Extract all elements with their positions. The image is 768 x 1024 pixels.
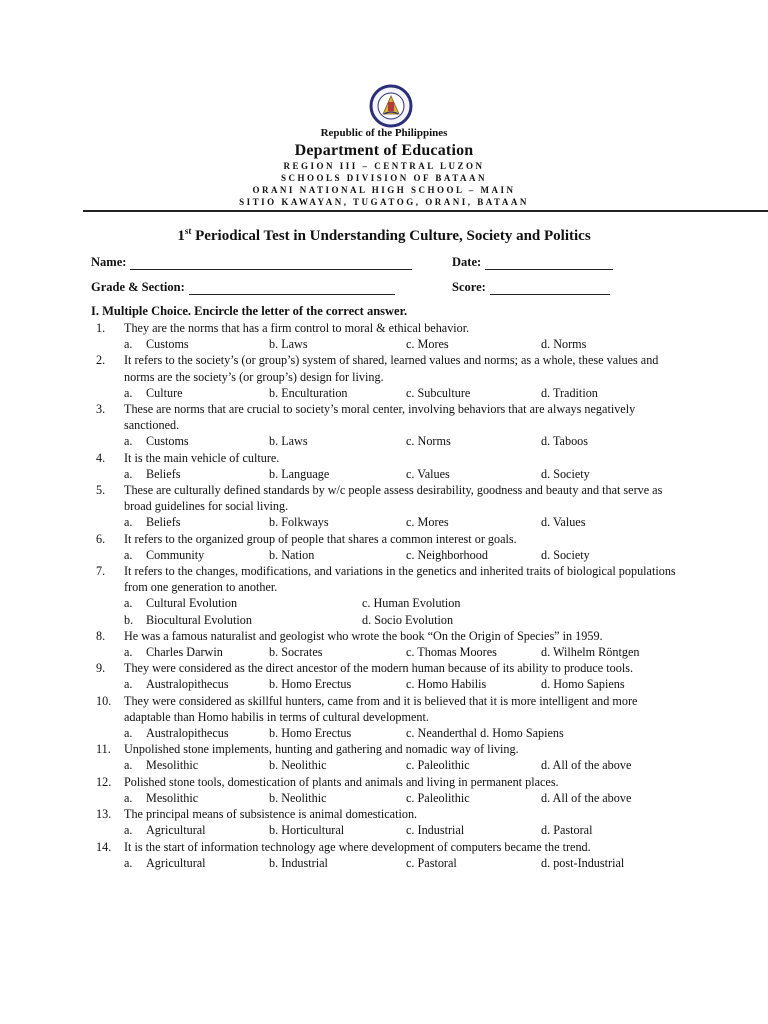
option-text: Industrial xyxy=(281,855,328,870)
option-text: Language xyxy=(281,466,330,481)
question-number: 2. xyxy=(96,353,106,368)
answer-option[interactable] xyxy=(406,466,541,482)
question-row xyxy=(96,628,676,644)
title-text: Periodical Test in Understanding Culture, Society and Politics xyxy=(191,228,591,244)
option-letter: b. xyxy=(269,645,279,660)
option-text: Beliefs xyxy=(146,515,181,530)
option-text: Subculture xyxy=(417,385,471,400)
answer-option[interactable] xyxy=(406,514,541,530)
option-letter: d. xyxy=(541,515,551,530)
option-text: Cultural Evolution xyxy=(146,596,238,611)
option-letter: d. xyxy=(541,855,551,870)
question-text: They are the norms that has a firm control to moral & ethical behavior. xyxy=(124,321,470,335)
option-text: Homo Erectus xyxy=(281,726,352,741)
answer-option[interactable] xyxy=(269,725,406,741)
option-text: Agricultural xyxy=(146,823,206,838)
option-letter: a. xyxy=(124,645,133,660)
option-letter: d. xyxy=(541,466,551,481)
option-letter: a. xyxy=(124,547,133,562)
question-text: It refers to the society’s (or group’s) system of shared, learned values and norms; as a whole, these values and norms are the society’s (or group’s) design for living. xyxy=(124,353,659,384)
question-row xyxy=(96,352,676,384)
option-letter: b. xyxy=(269,337,279,352)
option-text: Laws xyxy=(281,337,308,352)
option-letter: c. xyxy=(406,645,415,660)
option-text: Horticultural xyxy=(281,823,345,838)
answer-option[interactable] xyxy=(541,855,624,871)
question-row xyxy=(96,320,676,336)
option-text: Australopithecus xyxy=(146,726,229,741)
option-letter: b. xyxy=(269,726,279,741)
question-number: 6. xyxy=(96,531,106,546)
option-text: Values xyxy=(417,466,450,481)
answer-option[interactable] xyxy=(406,385,541,401)
option-letter: a. xyxy=(124,434,133,449)
option-letter: b. xyxy=(124,612,134,627)
title-number: 1 xyxy=(177,228,185,244)
option-text: Society xyxy=(553,466,590,481)
answer-option[interactable] xyxy=(124,676,269,692)
date-field[interactable] xyxy=(452,255,613,270)
address-label: SITIO KAWAYAN, TUGATOG, ORANI, BATAAN xyxy=(239,197,529,207)
grade-section-blank[interactable] xyxy=(189,283,395,295)
options-row xyxy=(96,466,676,482)
question-row xyxy=(96,806,676,822)
grade-section-label: Grade & Section: xyxy=(91,280,185,294)
option-letter: b. xyxy=(269,385,279,400)
option-letter: c. xyxy=(406,823,415,838)
option-letter: b. xyxy=(269,855,279,870)
option-text: Norms xyxy=(417,434,451,449)
answer-option[interactable] xyxy=(541,385,598,401)
option-letter: d. xyxy=(541,645,551,660)
option-letter: c. xyxy=(406,466,415,481)
answer-option[interactable] xyxy=(124,612,362,628)
question-row xyxy=(96,401,676,433)
option-text: Pastoral xyxy=(553,823,593,838)
option-text: Culture xyxy=(146,385,183,400)
question-row xyxy=(96,693,676,725)
question-text: It refers to the changes, modifications, and variations in the genetics and inherited traits of biological populations from one generation to another. xyxy=(124,564,676,595)
question-text: It is the main vehicle of culture. xyxy=(124,450,280,465)
question-text: Polished stone tools, domestication of plants and animals and living in permanent places. xyxy=(124,774,559,789)
question-item xyxy=(96,774,676,806)
question-number: 12. xyxy=(96,774,112,789)
option-letter: c. xyxy=(406,855,415,870)
answer-option[interactable] xyxy=(124,336,269,352)
option-letter: a. xyxy=(124,596,133,611)
score-field[interactable] xyxy=(452,280,610,295)
option-text: Tradition xyxy=(552,385,598,400)
question-row xyxy=(96,774,676,790)
name-label: Name: xyxy=(91,255,127,269)
question-item xyxy=(96,741,676,773)
question-item xyxy=(96,352,676,401)
answer-option[interactable] xyxy=(269,855,406,871)
question-item xyxy=(96,628,676,660)
option-letter: a. xyxy=(124,790,133,805)
options-row xyxy=(96,757,676,773)
option-text: Taboos xyxy=(552,434,588,449)
answer-option[interactable] xyxy=(269,822,406,838)
options-row xyxy=(96,612,676,628)
option-letter: b. xyxy=(269,434,279,449)
score-label: Score: xyxy=(452,280,486,294)
option-text: Beliefs xyxy=(146,466,181,481)
option-letter: b. xyxy=(269,515,279,530)
option-letter: c. xyxy=(406,547,415,562)
option-letter: b. xyxy=(269,758,279,773)
header-divider xyxy=(83,210,768,212)
answer-option[interactable] xyxy=(124,790,269,806)
answer-option[interactable] xyxy=(541,547,590,563)
title-ordinal: st xyxy=(184,226,192,236)
option-letter: c. xyxy=(406,337,415,352)
option-text: Neolithic xyxy=(281,790,327,805)
question-item xyxy=(96,401,676,450)
division-label: SCHOOLS DIVISION OF BATAAN xyxy=(280,173,488,183)
option-letter: d. xyxy=(541,434,551,449)
question-row xyxy=(96,660,676,676)
option-text: Homo Habilis xyxy=(417,677,487,692)
option-letter: a. xyxy=(124,466,133,481)
option-letter: b. xyxy=(269,677,279,692)
question-item xyxy=(96,320,676,352)
answer-option[interactable] xyxy=(541,790,631,806)
answer-option[interactable] xyxy=(406,433,541,449)
option-text: Charles Darwin xyxy=(146,645,223,660)
option-letter: d. xyxy=(541,758,551,773)
answer-option[interactable] xyxy=(124,385,269,401)
answer-option[interactable] xyxy=(269,466,406,482)
question-number: 10. xyxy=(96,693,112,708)
answer-option[interactable] xyxy=(124,757,269,773)
option-letter: a. xyxy=(124,855,133,870)
answer-option[interactable] xyxy=(362,595,461,611)
option-letter: a. xyxy=(124,337,133,352)
answer-option[interactable] xyxy=(541,514,585,530)
options-row xyxy=(96,676,676,692)
option-letter: d. xyxy=(541,823,551,838)
option-letter: c. xyxy=(406,515,415,530)
option-letter: a. xyxy=(124,758,133,773)
answer-option[interactable] xyxy=(269,336,406,352)
options-row xyxy=(96,855,676,871)
answer-option[interactable] xyxy=(124,855,269,871)
option-text: Mores xyxy=(417,337,449,352)
answer-option[interactable] xyxy=(269,757,406,773)
date-blank[interactable] xyxy=(485,258,613,270)
question-number: 3. xyxy=(96,402,106,417)
region-label: REGION III – CENTRAL LUZON xyxy=(283,161,485,171)
answer-option[interactable] xyxy=(124,595,362,611)
question-row xyxy=(96,482,676,514)
question-text: It refers to the organized group of people that shares a common interest or goals. xyxy=(124,531,517,546)
options-row xyxy=(96,822,676,838)
question-item xyxy=(96,693,676,742)
option-letter: a. xyxy=(124,385,133,400)
option-text: Community xyxy=(146,547,205,562)
answer-option[interactable] xyxy=(541,676,625,692)
answer-option[interactable] xyxy=(541,466,590,482)
option-text: Society xyxy=(553,547,590,562)
answer-option[interactable] xyxy=(541,757,631,773)
option-text: Customs xyxy=(146,434,189,449)
question-text: The principal means of subsistence is animal domestication. xyxy=(124,807,418,822)
option-text: d. Socio Evolution xyxy=(362,612,454,627)
question-number: 1. xyxy=(96,321,106,335)
score-blank[interactable] xyxy=(490,283,610,295)
options-row xyxy=(96,725,676,741)
option-letter: b. xyxy=(269,823,279,838)
option-text: Industrial xyxy=(417,823,465,838)
department-title: Department of Education xyxy=(294,142,474,159)
grade-section-field[interactable] xyxy=(91,280,395,295)
option-text: Thomas Moores xyxy=(417,645,497,660)
answer-option[interactable] xyxy=(406,676,541,692)
option-text: Values xyxy=(552,515,586,530)
option-text: Pastoral xyxy=(417,855,457,870)
option-text: Wilhelm Röntgen xyxy=(552,645,640,660)
answer-option[interactable] xyxy=(541,336,586,352)
question-text: They were considered as skillful hunters, came from and it is believed that it is more intelligent and more adaptable than Homo habilis in terms of cultural development. xyxy=(124,693,638,724)
option-letter: b. xyxy=(269,547,279,562)
question-row xyxy=(96,531,676,547)
question-number: 4. xyxy=(96,450,106,465)
date-label: Date: xyxy=(452,255,482,269)
option-text: All of the above xyxy=(552,790,632,805)
options-row xyxy=(96,385,676,401)
options-row xyxy=(96,790,676,806)
options-row xyxy=(96,514,676,530)
answer-option[interactable] xyxy=(406,725,564,741)
name-field[interactable] xyxy=(91,255,412,270)
answer-option[interactable] xyxy=(406,855,541,871)
question-number: 13. xyxy=(96,807,112,822)
answer-option[interactable] xyxy=(124,547,269,563)
options-row xyxy=(96,433,676,449)
option-text: Homo Sapiens xyxy=(553,677,625,692)
option-text: Homo Erectus xyxy=(281,677,352,692)
option-text: Biocultural Evolution xyxy=(146,612,252,627)
option-letter: d. xyxy=(541,337,551,352)
question-number: 7. xyxy=(96,564,106,579)
option-letter: d. xyxy=(541,385,551,400)
answer-option[interactable] xyxy=(406,822,541,838)
answer-option[interactable] xyxy=(362,612,453,628)
option-text: Laws xyxy=(281,434,308,449)
answer-option[interactable] xyxy=(541,644,639,660)
question-text: They were considered as the direct ancestor of the modern human because of its ability to produce tools. xyxy=(124,661,633,676)
school-label: ORANI NATIONAL HIGH SCHOOL – MAIN xyxy=(252,185,516,195)
answer-option[interactable] xyxy=(269,676,406,692)
option-text: Socrates xyxy=(281,645,323,660)
option-letter: a. xyxy=(124,823,133,838)
answer-option[interactable] xyxy=(124,644,269,660)
option-letter: a. xyxy=(124,726,133,741)
question-text: He was a famous naturalist and geologist who wrote the book “On the Origin of Species” in 1959. xyxy=(124,628,603,643)
option-letter: c. xyxy=(406,758,415,773)
answer-option[interactable] xyxy=(269,547,406,563)
question-list xyxy=(96,320,676,871)
question-row xyxy=(96,839,676,855)
option-text: All of the above xyxy=(552,758,632,773)
option-letter: b. xyxy=(269,790,279,805)
question-text: These are culturally defined standards by w/c people assess desirability, goodness and beauty and that serve as broad guidelines for social living. xyxy=(124,483,663,514)
option-letter: d. xyxy=(541,677,551,692)
answer-option[interactable] xyxy=(269,385,406,401)
answer-option[interactable] xyxy=(406,336,541,352)
question-row xyxy=(96,450,676,466)
options-row xyxy=(96,336,676,352)
instructions: I. Multiple Choice. Encircle the letter of the correct answer. xyxy=(91,304,408,318)
test-title xyxy=(0,226,768,245)
question-number: 8. xyxy=(96,628,106,643)
answer-option[interactable] xyxy=(124,822,269,838)
option-text: Paleolithic xyxy=(417,758,470,773)
answer-option[interactable] xyxy=(406,757,541,773)
option-text: Australopithecus xyxy=(146,677,229,692)
question-item xyxy=(96,806,676,838)
question-item xyxy=(96,450,676,482)
options-row xyxy=(96,644,676,660)
option-text: Folkways xyxy=(281,515,329,530)
option-letter: d. xyxy=(541,790,551,805)
question-text: Unpolished stone implements, hunting and gathering and nomadic way of living. xyxy=(124,742,519,757)
option-text: Neanderthal d. Homo Sapiens xyxy=(417,726,564,741)
option-letter: c. xyxy=(406,790,415,805)
options-row xyxy=(96,595,676,611)
question-text: These are norms that are crucial to society’s moral center, involving behaviors that are always negatively sanctioned. xyxy=(124,402,636,433)
option-text: Norms xyxy=(553,337,587,352)
answer-option[interactable] xyxy=(406,644,541,660)
option-text: Mores xyxy=(417,515,449,530)
republic-label: Republic of the Philippines xyxy=(320,127,448,139)
question-row xyxy=(96,563,676,595)
question-number: 11. xyxy=(96,742,111,757)
question-item xyxy=(96,531,676,563)
option-letter: a. xyxy=(124,515,133,530)
option-letter: c. xyxy=(406,385,415,400)
question-number: 9. xyxy=(96,661,106,676)
question-item xyxy=(96,839,676,871)
answer-option[interactable] xyxy=(124,466,269,482)
question-number: 14. xyxy=(96,839,112,854)
answer-option[interactable] xyxy=(269,514,406,530)
option-letter: c. xyxy=(406,434,415,449)
question-number: 5. xyxy=(96,483,106,498)
option-text: Mesolithic xyxy=(146,758,199,773)
option-text: Neighborhood xyxy=(417,547,488,562)
answer-option[interactable] xyxy=(406,790,541,806)
option-letter: c. xyxy=(406,677,415,692)
option-letter: b. xyxy=(269,466,279,481)
option-text: c. Human Evolution xyxy=(362,596,461,611)
option-text: Neolithic xyxy=(281,758,327,773)
name-blank[interactable] xyxy=(130,258,412,270)
answer-option[interactable] xyxy=(124,725,269,741)
option-text: post-Industrial xyxy=(553,855,625,870)
answer-option[interactable] xyxy=(269,790,406,806)
answer-option[interactable] xyxy=(124,514,269,530)
option-text: Mesolithic xyxy=(146,790,199,805)
option-text: Nation xyxy=(281,547,315,562)
answer-option[interactable] xyxy=(541,822,592,838)
question-row xyxy=(96,741,676,757)
deped-seal-logo xyxy=(361,84,421,128)
question-item xyxy=(96,563,676,628)
option-text: Enculturation xyxy=(281,385,348,400)
option-text: Customs xyxy=(146,337,189,352)
answer-option[interactable] xyxy=(406,547,541,563)
question-item xyxy=(96,482,676,531)
option-text: Agricultural xyxy=(146,855,206,870)
option-letter: a. xyxy=(124,677,133,692)
answer-option[interactable] xyxy=(124,433,269,449)
answer-option[interactable] xyxy=(541,433,588,449)
option-letter: d. xyxy=(541,547,551,562)
question-text: It is the start of information technology age where development of computers became the trend. xyxy=(124,839,591,854)
answer-option[interactable] xyxy=(269,644,406,660)
question-item xyxy=(96,660,676,692)
option-letter: c. xyxy=(406,726,415,741)
options-row xyxy=(96,547,676,563)
option-text: Paleolithic xyxy=(417,790,470,805)
answer-option[interactable] xyxy=(269,433,406,449)
